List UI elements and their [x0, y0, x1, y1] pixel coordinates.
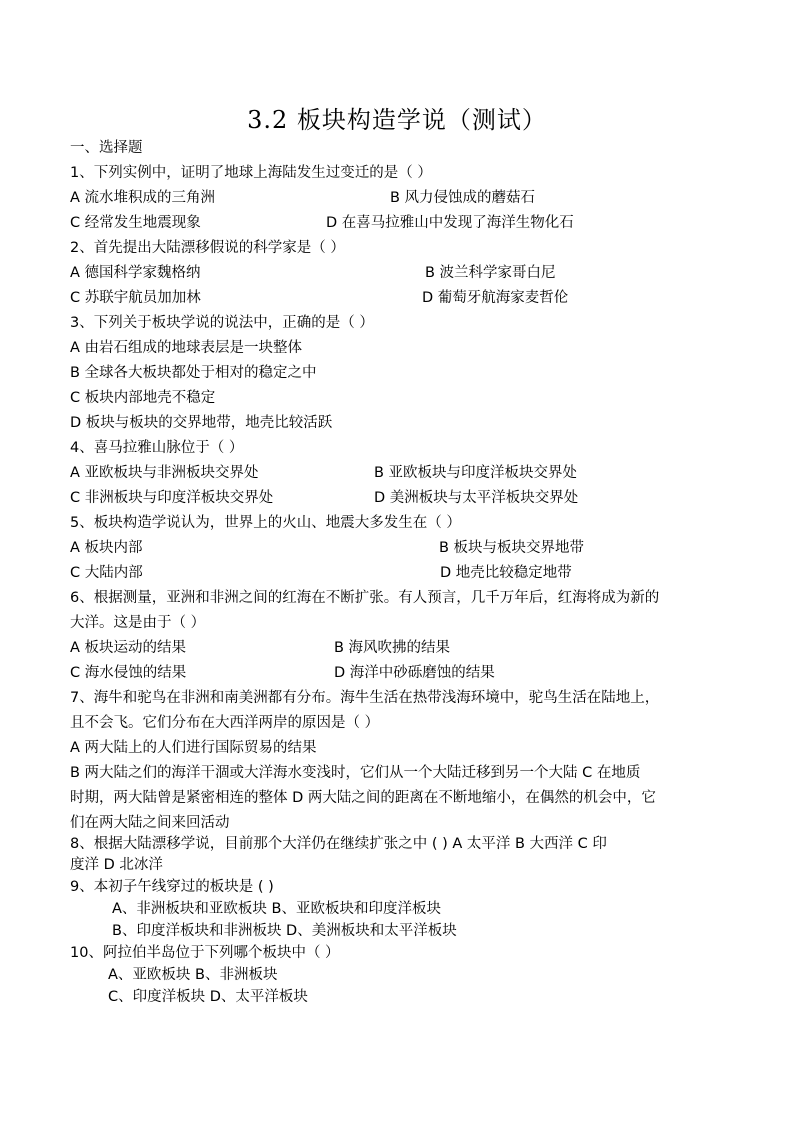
q3-option-d: D 板块与板块的交界地带，地壳比较活跃 [70, 415, 333, 431]
q2-option-d: D 葡萄牙航海家麦哲伦 [422, 290, 569, 306]
q10-stem: 10、阿拉伯半岛位于下列哪个板块中（ ） [70, 945, 340, 961]
q4-stem: 4、喜马拉雅山脉位于（ ） [70, 440, 244, 456]
q9-options-line2: B、印度洋板块和非洲板块 D、美洲板块和太平洋板块 [112, 923, 457, 939]
q5-option-c: C 大陆内部 [70, 565, 143, 581]
q8-line1: 8、根据大陆漂移学说，目前那个大洋仍在继续扩张之中 ( ) A 太平洋 B 大西洋 C 印 [70, 836, 607, 852]
q2-option-c: C 苏联宇航员加加林 [70, 290, 201, 306]
q7-stem-line1: 7、海牛和驼鸟在非洲和南美洲都有分布。海牛生活在热带浅海环境中，驼鸟生活在陆地上， [70, 690, 660, 706]
q1-option-d: D 在喜马拉雅山中发现了海洋生物化石 [326, 215, 574, 231]
q5-option-d: D 地壳比较稳定地带 [440, 565, 572, 581]
q6-stem-line2: 大洋。这是由于（ ） [70, 615, 206, 631]
q5-option-a: A 板块内部 [70, 540, 143, 556]
q9-options-line1: A、非洲板块和亚欧板块 B、亚欧板块和印度洋板块 [112, 901, 441, 917]
q2-option-b: B 波兰科学家哥白尼 [425, 265, 556, 281]
q6-option-c: C 海水侵蚀的结果 [70, 665, 187, 681]
page-title: 3.2 板块构造学说（测试） [247, 106, 547, 134]
q1-option-a: A 流水堆积成的三角洲 [70, 190, 216, 206]
q6-option-d: D 海洋中砂砾磨蚀的结果 [334, 665, 495, 681]
section-heading: 一、选择题 [70, 140, 143, 156]
q6-option-a: A 板块运动的结果 [70, 640, 187, 656]
q1-option-c: C 经常发生地震现象 [70, 215, 201, 231]
q5-option-b: B 板块与板块交界地带 [439, 540, 585, 556]
q4-option-d: D 美洲板块与太平洋板块交界处 [374, 490, 579, 506]
q10-options-line1: A、亚欧板块 B、非洲板块 [108, 967, 278, 983]
q1-option-b: B 风力侵蚀成的蘑菇石 [390, 190, 536, 206]
q7-stem-line2: 且不会飞。它们分布在大西洋两岸的原因是（ ） [70, 715, 380, 731]
q7-option-a: A 两大陆上的人们进行国际贸易的结果 [70, 740, 317, 756]
q7-option-b-line2: 时期，两大陆曾是紧密相连的整体 D 两大陆之间的距离在不断地缩小，在偶然的机会中，它 [70, 790, 656, 806]
q9-stem: 9、本初子午线穿过的板块是 ( ) [70, 879, 274, 895]
q8-line2: 度洋 D 北冰洋 [70, 857, 163, 873]
q4-option-c: C 非洲板块与印度洋板块交界处 [70, 490, 274, 506]
q3-option-a: A 由岩石组成的地球表层是一块整体 [70, 340, 303, 356]
q3-option-b: B 全球各大板块都处于相对的稳定之中 [70, 365, 317, 381]
q6-stem-line1: 6、根据测量，亚洲和非洲之间的红海在不断扩张。有人预言，几千万年后，红海将成为新的 [70, 590, 660, 606]
q3-option-c: C 板块内部地壳不稳定 [70, 390, 216, 406]
q6-option-b: B 海风吹拂的结果 [334, 640, 451, 656]
q3-stem: 3、下列关于板块学说的说法中，正确的是（ ） [70, 315, 374, 331]
q7-option-b-line3: 们在两大陆之间来回活动 [70, 815, 230, 831]
q4-option-a: A 亚欧板块与非洲板块交界处 [70, 465, 259, 481]
q10-options-line2: C、印度洋板块 D、太平洋板块 [108, 989, 308, 1005]
q1-stem: 1、下列实例中，证明了地球上海陆发生过变迁的是（ ） [70, 165, 432, 181]
q2-option-a: A 德国科学家魏格纳 [70, 265, 201, 281]
q7-option-b-line1: B 两大陆之们的海洋干涸或大洋海水变浅时，它们从一个大陆迁移到另一个大陆 C 在地质 [70, 765, 641, 781]
q2-stem: 2、首先提出大陆漂移假说的科学家是（ ） [70, 240, 345, 256]
q5-stem: 5、板块构造学说认为，世界上的火山、地震大多发生在（ ） [70, 515, 461, 531]
q4-option-b: B 亚欧板块与印度洋板块交界处 [374, 465, 578, 481]
